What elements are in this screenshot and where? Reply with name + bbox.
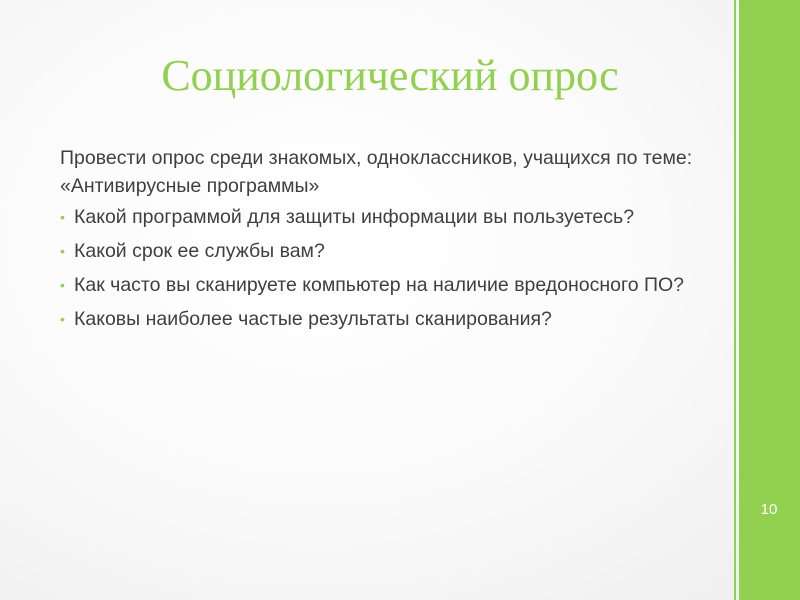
question-text: Какой срок ее службы вам? — [74, 240, 325, 262]
bullet-icon: • — [60, 209, 65, 225]
intro-text: Провести опрос среди знакомых, одноклассников, учащихся по теме: «Антивирусные программы» — [60, 147, 693, 197]
question-item — [60, 237, 720, 265]
bullet-icon: • — [60, 311, 65, 327]
accent-stripe — [734, 0, 736, 600]
question-item — [60, 203, 720, 231]
question-text: Какой программой для защиты информации вы пользуетесь? — [74, 206, 635, 228]
bullet-icon: • — [60, 277, 65, 293]
page-number: 10 — [760, 501, 778, 518]
question-item — [60, 305, 720, 333]
bullet-icon: • — [60, 243, 65, 259]
question-list — [60, 203, 720, 333]
slide-title: Социологический опрос — [161, 51, 619, 100]
question-text: Как часто вы сканируете компьютер на наличие вредоносного ПО? — [74, 274, 684, 296]
question-text: Каковы наиболее частые результаты сканирования? — [74, 308, 552, 330]
question-item — [60, 271, 720, 299]
slide-body — [60, 144, 720, 339]
